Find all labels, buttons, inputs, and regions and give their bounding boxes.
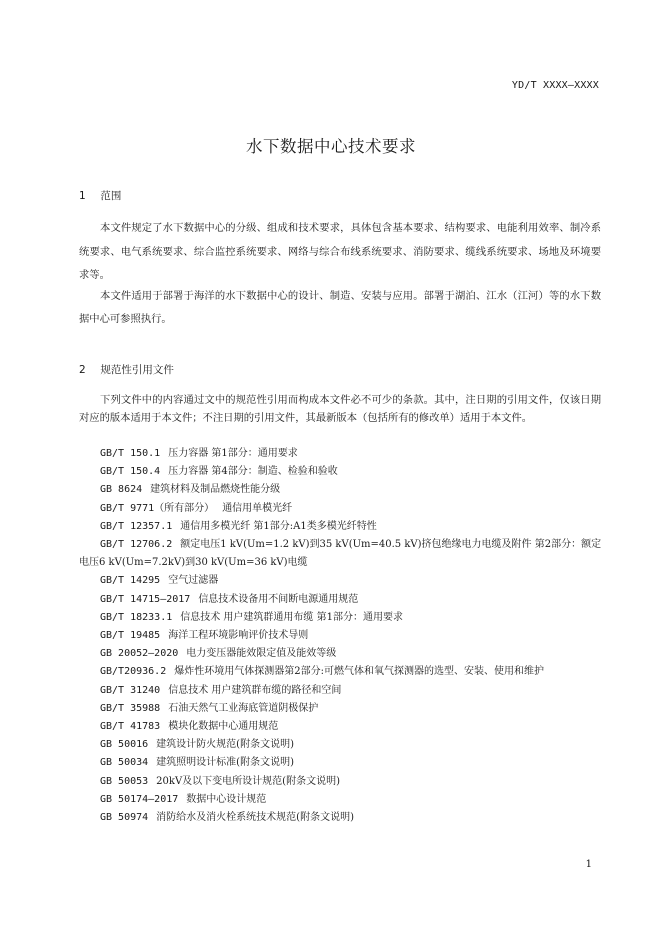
reference-title: 通信用多模光纤 第1部分:A1类多模光纤特性 <box>180 520 377 532</box>
reference-list <box>79 445 603 827</box>
reference-item <box>79 518 603 536</box>
reference-item <box>79 700 603 718</box>
reference-code: GB 20052—2020 <box>100 648 179 660</box>
reference-code: GB/T 14295 <box>100 575 161 587</box>
reference-item <box>79 445 603 463</box>
reference-title: 20kV及以下变电所设计规范(附条文说明) <box>156 775 340 787</box>
reference-code: GB/T 150.4 <box>100 466 161 478</box>
reference-code: GB/T 9771（所有部分） <box>100 502 215 514</box>
reference-code: GB 50016 <box>100 739 149 751</box>
reference-code: GB 50974 <box>100 812 149 824</box>
reference-title: 通信用单模光纤 <box>222 502 293 514</box>
reference-code: GB/T 35988 <box>100 702 161 714</box>
reference-code: GB 50034 <box>100 757 149 769</box>
reference-title: 空气过滤器 <box>168 575 219 587</box>
reference-item <box>79 500 603 518</box>
reference-code: GB/T 150.1 <box>100 448 161 459</box>
reference-item <box>79 791 603 809</box>
reference-item <box>79 736 603 754</box>
references-intro-paragraph: 下列文件中的内容通过文中的规范性引用而构成本文件必不可少的条款。其中，注日期的引用文件，仅该日期对应的版本适用于本文件；不注日期的引用文件，其最新版本（包括所有的修改单）适用于本文件。 <box>79 394 601 424</box>
section-heading-scope <box>79 188 121 203</box>
reference-code: GB/T 12706.2 <box>100 539 173 551</box>
section-title: 规范性引用文件 <box>100 364 174 376</box>
reference-item <box>79 754 603 772</box>
reference-item <box>79 481 603 499</box>
reference-item <box>79 809 603 827</box>
reference-code: GB 50053 <box>100 775 149 787</box>
reference-title: 海洋工程环境影响评价技术导则 <box>168 630 309 642</box>
document-code: YD/T XXXX—XXXX <box>511 80 599 91</box>
reference-item <box>79 572 603 590</box>
reference-code: GB/T 31240 <box>100 684 161 696</box>
reference-item <box>79 627 603 645</box>
reference-code: GB/T 19485 <box>100 630 161 642</box>
reference-title: 信息技术 用户建筑群布缆的路径和空间 <box>168 684 342 696</box>
reference-title: 爆炸性环境用气体探测器第2部分:可燃气体和氧气探测器的选型、安装、使用和维护 <box>174 666 544 678</box>
reference-code: GB 8624 <box>100 484 143 496</box>
reference-title: 模块化数据中心通用规范 <box>168 721 279 733</box>
reference-item <box>79 718 603 736</box>
reference-title: 石油天然气工业海底管道阴极保护 <box>168 702 319 714</box>
reference-item <box>79 609 603 627</box>
reference-code: GB 50174—2017 <box>100 793 179 805</box>
reference-title: 数据中心设计规范 <box>186 793 267 805</box>
page-number: 1 <box>585 859 592 870</box>
reference-title: 建筑材料及制品燃烧性能分级 <box>150 484 281 496</box>
reference-item <box>79 536 603 572</box>
reference-item <box>79 682 603 700</box>
reference-code: GB/T 41783 <box>100 721 161 733</box>
reference-title: 信息技术 用户建筑群通用布缆 第1部分：通用要求 <box>180 611 403 623</box>
document-title: 水下数据中心技术要求 <box>246 137 416 156</box>
reference-item <box>79 463 603 481</box>
section-number: 2 <box>79 364 86 376</box>
section-number: 1 <box>79 190 86 202</box>
reference-title: 压力容器 第1部分：通用要求 <box>168 448 298 459</box>
reference-item <box>79 591 603 609</box>
reference-title: 建筑设计防火规范(附条文说明) <box>156 739 294 751</box>
reference-title: 电力变压器能效限定值及能效等级 <box>186 648 337 660</box>
scope-paragraph-1: 本文件规定了水下数据中心的分级、组成和技术要求，具体包含基本要求、结构要求、电能利用效率、制冷系统要求、电气系统要求、综合监控系统要求、网络与综合布线系统要求、消防要求、缆线系统要求、场地及环境要求等。 <box>79 222 601 281</box>
reference-code: GB/T 12357.1 <box>100 520 173 532</box>
reference-item <box>79 663 603 681</box>
reference-title: 额定电压1 kV(Um=1.2 kV)到35 kV(Um=40.5 kV)挤包绝缘电力电缆及附件 第2部分：额定电压6 kV(Um=7.2kV)到30 kV(Um=36 kV)电缆 <box>79 539 602 569</box>
reference-code: GB/T 14715—2017 <box>100 593 191 605</box>
section-heading-normative-references <box>79 362 174 377</box>
reference-title: 信息技术设备用不间断电源通用规范 <box>198 593 359 605</box>
reference-title: 建筑照明设计标准(附条文说明) <box>156 757 294 769</box>
reference-code: GB/T20936.2 <box>100 666 167 678</box>
section-title: 范围 <box>100 190 122 202</box>
reference-title: 消防给水及消火栓系统技术规范(附条文说明) <box>156 812 354 824</box>
scope-paragraph-2: 本文件适用于部署于海洋的水下数据中心的设计、制造、安装与应用。部署于湖泊、江水（江河）等的水下数据中心可参照执行。 <box>79 290 601 325</box>
reference-code: GB/T 18233.1 <box>100 611 173 623</box>
reference-item <box>79 773 603 791</box>
reference-item <box>79 645 603 663</box>
reference-title: 压力容器 第4部分：制造、检验和验收 <box>168 466 338 478</box>
